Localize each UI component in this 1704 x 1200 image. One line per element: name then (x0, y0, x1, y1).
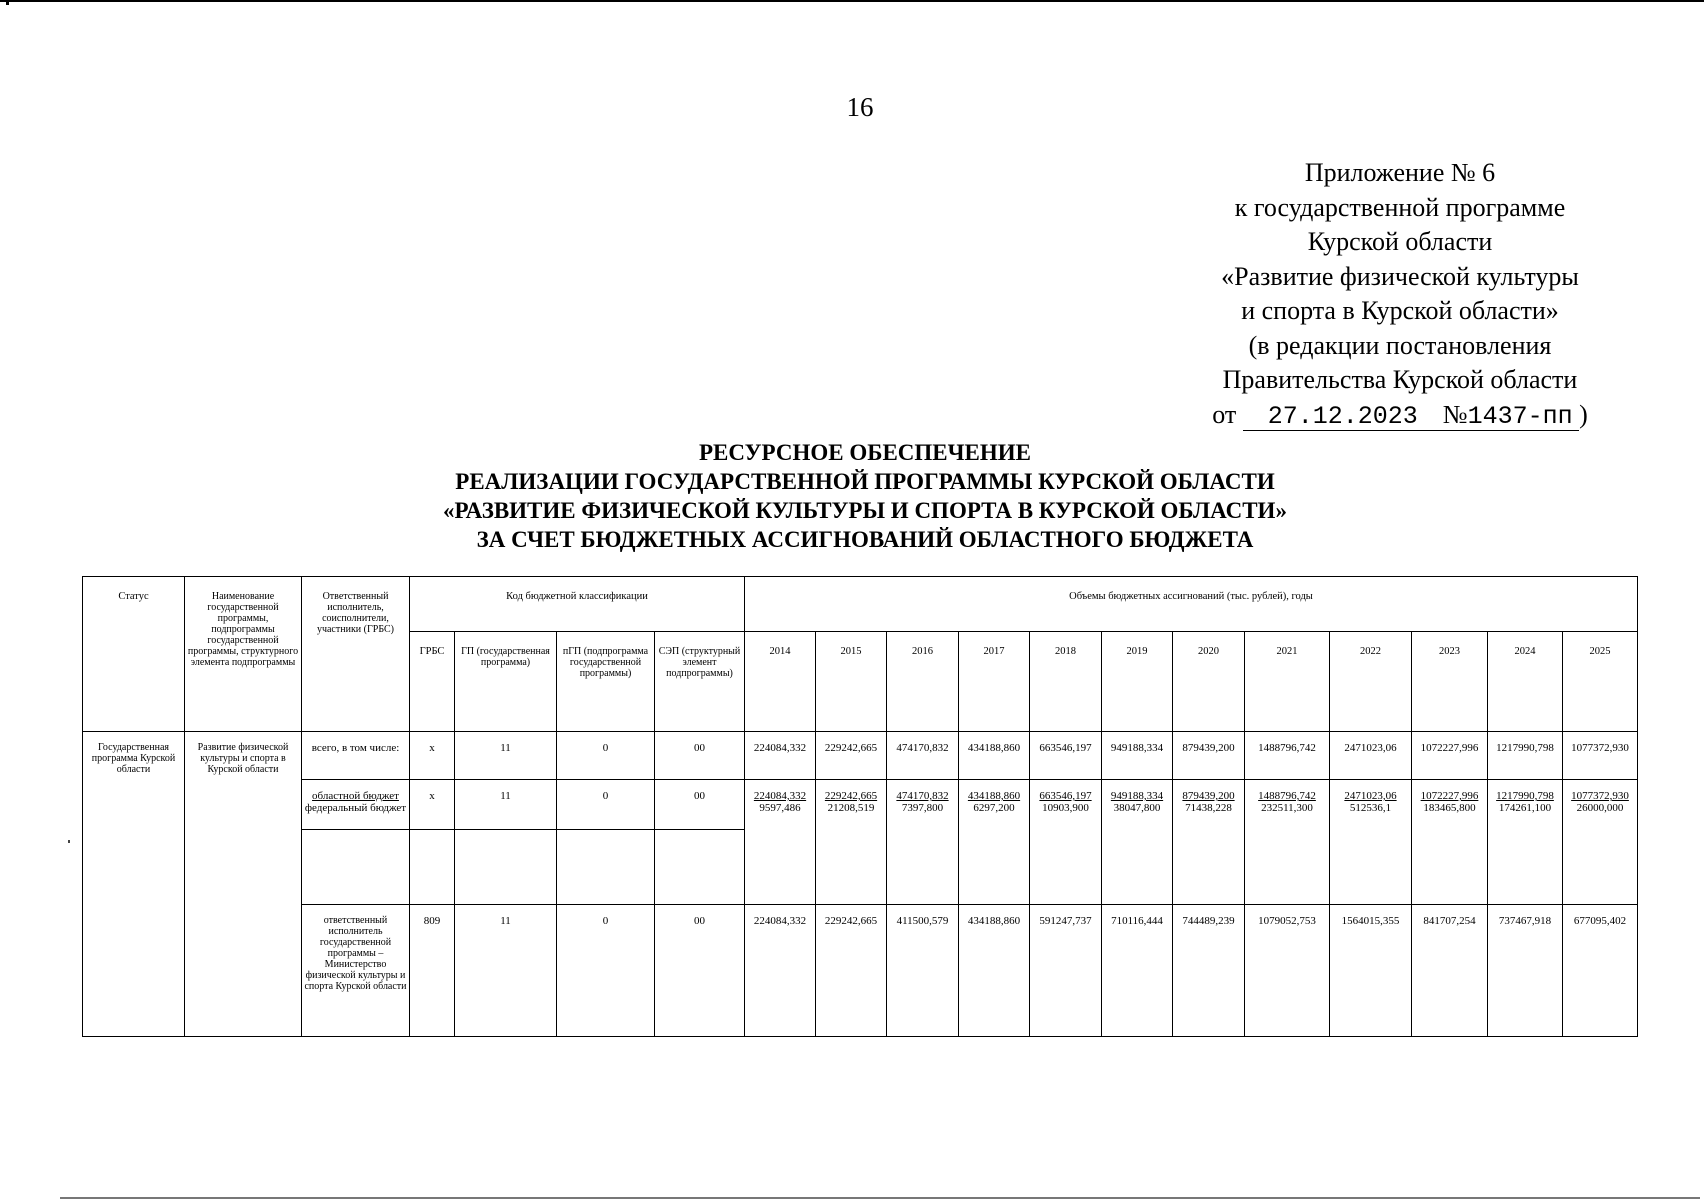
header-budget-code: Код бюджетной классификации (410, 577, 745, 632)
empty-cell (302, 830, 410, 905)
bottom-edge-line (60, 1197, 1700, 1199)
cell-value: 663546,197 (1030, 732, 1102, 780)
regional-value: 949188,334 (1110, 790, 1164, 802)
appendix-block (1180, 156, 1620, 432)
number-value: 1437-пп (1467, 401, 1573, 431)
number-field (1442, 399, 1579, 431)
cell-grbs: х (410, 732, 455, 780)
header-year: 2024 (1488, 632, 1563, 732)
appendix-line-6: (в редакции постановления (1248, 330, 1552, 360)
cell-value: 591247,737 (1030, 905, 1102, 1037)
header-volumes: Объемы бюджетных ассигнований (тыс. рублей), годы (745, 577, 1638, 632)
header-year: 2023 (1412, 632, 1488, 732)
table-row-total (83, 732, 1638, 780)
regional-value: 2471023,06 (1344, 790, 1397, 802)
header-year: 2025 (1563, 632, 1638, 732)
top-edge-line (0, 0, 1704, 2)
title-line-1: РЕСУРСНОЕ ОБЕСПЕЧЕНИЕ (698, 440, 1031, 465)
cell-pgp: 0 (557, 732, 655, 780)
regional-value: 1488796,742 (1258, 790, 1316, 802)
date-field (1243, 402, 1443, 431)
federal-value: 71438,228 (1185, 802, 1232, 814)
cell-value-pair (1102, 780, 1173, 905)
regional-value: 474170,832 (896, 790, 949, 802)
from-prefix: от (1212, 399, 1237, 429)
close-paren: ) (1579, 399, 1588, 429)
cell-value: 1077372,930 (1563, 732, 1638, 780)
cell-value: 229242,665 (816, 905, 887, 1037)
program-name-cell: Развитие физической культуры и спорта в Курской области (185, 732, 302, 1037)
cell-value: 1488796,742 (1245, 732, 1330, 780)
table-row-ministry (83, 905, 1638, 1037)
title-line-4: ЗА СЧЕТ БЮДЖЕТНЫХ АССИГНОВАНИЙ ОБЛАСТНОГО БЮДЖЕТА (476, 527, 1254, 552)
document-title (300, 438, 1430, 554)
row-label-regional (302, 780, 410, 830)
cell-value: 841707,254 (1412, 905, 1488, 1037)
appendix-date-line (1180, 398, 1620, 433)
cell-gp: 11 (455, 780, 557, 830)
federal-value: 7397,800 (901, 802, 944, 814)
header-year: 2018 (1030, 632, 1102, 732)
cell-grbs: 809 (410, 905, 455, 1037)
cell-value: 737467,918 (1488, 905, 1563, 1037)
cell-gp: 11 (455, 732, 557, 780)
page-number: 16 (846, 92, 874, 122)
cell-value: 434188,860 (959, 905, 1030, 1037)
scan-mark (6, 0, 9, 5)
date-value: 27.12.2023 (1267, 401, 1418, 431)
scan-speck (68, 840, 70, 843)
cell-value: 1217990,798 (1488, 732, 1563, 780)
regional-value: 1072227,996 (1420, 790, 1479, 802)
cell-sep: 00 (655, 905, 745, 1037)
table-row-regional (83, 780, 1638, 830)
cell-pgp: 0 (557, 780, 655, 830)
cell-value: 2471023,06 (1330, 732, 1412, 780)
header-gp: ГП (государственная программа) (455, 632, 557, 732)
regional-value: 663546,197 (1039, 790, 1092, 802)
header-year: 2021 (1245, 632, 1330, 732)
header-row-1 (83, 577, 1638, 632)
cell-value: 1072227,996 (1412, 732, 1488, 780)
header-year: 2016 (887, 632, 959, 732)
cell-value: 677095,402 (1563, 905, 1638, 1037)
federal-value: 6297,200 (973, 802, 1015, 814)
cell-pgp: 0 (557, 905, 655, 1037)
status-cell: Государственная программа Курской области (83, 732, 185, 1037)
empty-cell (655, 830, 745, 905)
appendix-line-2: к государственной программе (1234, 192, 1566, 222)
federal-value: 26000,000 (1576, 802, 1624, 814)
cell-value-pair (1030, 780, 1102, 905)
cell-value-pair (1488, 780, 1563, 905)
resource-table (82, 576, 1638, 1037)
header-name: Наименование государственной программы, подпрограммы государственной программы, структурного элемента подпрограммы (185, 577, 302, 732)
cell-value: 434188,860 (959, 732, 1030, 780)
regional-value: 434188,860 (967, 790, 1021, 802)
federal-value: 232511,300 (1261, 802, 1313, 814)
cell-sep: 00 (655, 780, 745, 830)
regional-value: 1217990,798 (1496, 790, 1554, 802)
cell-value-pair (1330, 780, 1412, 905)
row-label-ministry: ответственный исполнитель государственной программы – Министерство физической культуры и спорта Курской области (302, 905, 410, 1037)
cell-value: 224084,332 (745, 905, 816, 1037)
regional-budget-label: областной бюджет (312, 790, 399, 802)
header-year: 2022 (1330, 632, 1412, 732)
cell-value: 229242,665 (816, 732, 887, 780)
number-prefix: № (1442, 399, 1468, 429)
regional-value: 229242,665 (824, 790, 878, 802)
cell-value: 224084,332 (745, 732, 816, 780)
header-year: 2015 (816, 632, 887, 732)
cell-grbs: х (410, 780, 455, 830)
header-status: Статус (83, 577, 185, 732)
regional-value: 879439,200 (1182, 790, 1235, 802)
cell-value-pair (745, 780, 816, 905)
federal-budget-label: федеральный бюджет (304, 802, 407, 814)
cell-value-pair (1245, 780, 1330, 905)
federal-value: 38047,800 (1113, 802, 1161, 814)
appendix-line-3: Курской области (1307, 227, 1493, 256)
federal-value: 9597,486 (759, 802, 801, 814)
cell-value: 474170,832 (887, 732, 959, 780)
cell-value-pair (959, 780, 1030, 905)
federal-value: 21208,519 (827, 802, 875, 814)
federal-value: 10903,900 (1042, 802, 1089, 814)
header-sep: СЭП (структурный элемент подпрограммы) (655, 632, 745, 732)
cell-value-pair (816, 780, 887, 905)
empty-cell (557, 830, 655, 905)
cell-sep: 00 (655, 732, 745, 780)
cell-value: 1079052,753 (1245, 905, 1330, 1037)
appendix-line-7: Правительства Курской области (1222, 365, 1578, 394)
header-grbs: ГРБС (410, 632, 455, 732)
header-year: 2017 (959, 632, 1030, 732)
title-line-3: «РАЗВИТИЕ ФИЗИЧЕСКОЙ КУЛЬТУРЫ И СПОРТА В КУРСКОЙ ОБЛАСТИ» (443, 498, 1287, 523)
appendix-line-4: «Развитие физической культуры (1221, 261, 1579, 291)
regional-value: 1077372,930 (1571, 790, 1629, 802)
cell-value: 411500,579 (887, 905, 959, 1037)
row-label-total: всего, в том числе: (302, 732, 410, 780)
header-year: 2014 (745, 632, 816, 732)
header-year: 2019 (1102, 632, 1173, 732)
cell-value: 710116,444 (1102, 905, 1173, 1037)
cell-gp: 11 (455, 905, 557, 1037)
cell-value-pair (1412, 780, 1488, 905)
header-responsible: Ответственный исполнитель, соисполнители, участники (ГРБС) (302, 577, 410, 732)
cell-value: 949188,334 (1102, 732, 1173, 780)
appendix-line-5: и спорта в Курской области» (1241, 296, 1559, 325)
cell-value-pair (1173, 780, 1245, 905)
appendix-line-1: Приложение № 6 (1304, 158, 1496, 187)
title-line-2: РЕАЛИЗАЦИИ ГОСУДАРСТВЕННОЙ ПРОГРАММЫ КУРСКОЙ ОБЛАСТИ (455, 469, 1275, 494)
cell-value-pair (1563, 780, 1638, 905)
cell-value-pair (887, 780, 959, 905)
empty-cell (455, 830, 557, 905)
cell-value: 744489,239 (1173, 905, 1245, 1037)
cell-value: 879439,200 (1173, 732, 1245, 780)
federal-value: 512536,1 (1349, 802, 1392, 814)
header-year: 2020 (1173, 632, 1245, 732)
federal-value: 183465,800 (1423, 802, 1476, 814)
empty-cell (410, 830, 455, 905)
cell-value: 1564015,355 (1330, 905, 1412, 1037)
federal-value: 174261,100 (1498, 802, 1552, 814)
header-pgp: пГП (подпрограмма государственной программы) (557, 632, 655, 732)
regional-value: 224084,332 (753, 790, 807, 802)
